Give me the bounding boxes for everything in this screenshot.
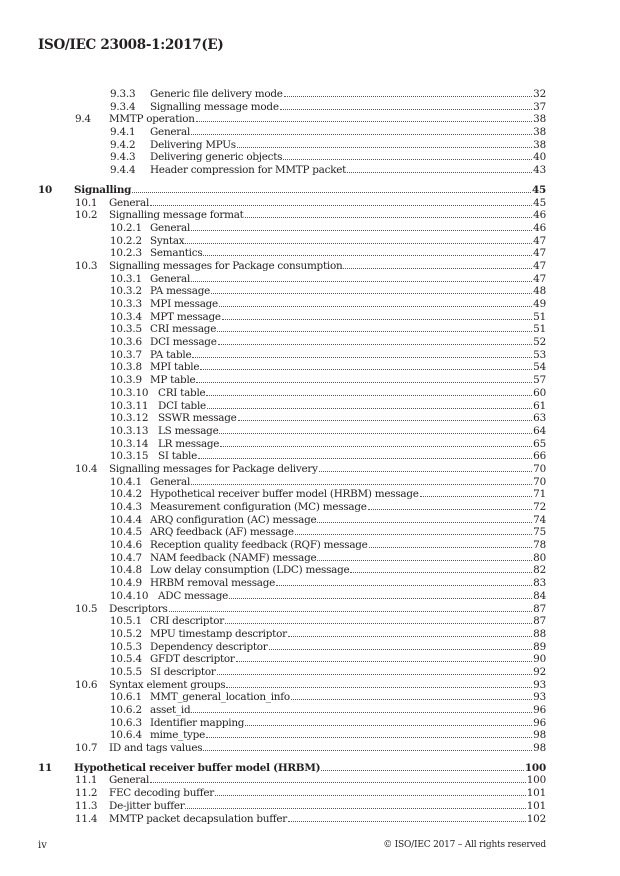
toc-entry[interactable] — [38, 184, 546, 197]
toc-entry[interactable] — [38, 564, 546, 577]
dot-leader — [211, 292, 532, 294]
toc-entry-number: 10.4.3 — [110, 501, 142, 513]
dot-leader — [280, 108, 532, 110]
dot-leader — [169, 610, 533, 612]
toc-entry-page: 78 — [533, 539, 546, 552]
toc-entry[interactable] — [38, 666, 546, 679]
toc-entry[interactable] — [38, 539, 546, 552]
toc-entry-page: 87 — [533, 602, 546, 615]
dot-leader — [192, 356, 532, 358]
toc-entry-number: 10.3.7 — [110, 348, 142, 361]
dot-leader — [150, 781, 526, 783]
toc-entry-number: 10.3.8 — [110, 361, 142, 374]
dot-leader — [200, 368, 532, 370]
toc-entry-number: 10.6.4 — [110, 729, 142, 742]
toc-entry-number: 10.4.8 — [110, 564, 142, 577]
toc-entry-number: 9.4.2 — [110, 138, 136, 151]
toc-entry-title: NAM feedback (NAMF) message — [150, 551, 317, 564]
toc-entry-title: ADC message — [158, 589, 228, 602]
toc-entry-number: 10.4.5 — [110, 526, 142, 539]
toc-entry-title: MPI message — [150, 298, 218, 310]
toc-entry[interactable] — [38, 387, 546, 400]
toc-entry-title: Dependency descriptor — [150, 640, 268, 653]
toc-entry-title: ID and tags values — [109, 742, 203, 755]
dot-leader — [317, 559, 532, 561]
dot-leader — [150, 204, 532, 206]
toc-entry-number: 10.2.1 — [110, 221, 142, 234]
toc-entry-number: 9.4 — [75, 113, 91, 126]
dot-leader — [206, 394, 532, 396]
toc-entry-number: 10.3.6 — [110, 336, 142, 349]
toc-entry[interactable] — [38, 590, 546, 603]
toc-entry-page: 83 — [533, 577, 546, 590]
toc-entry-number: 10.6.3 — [110, 716, 142, 729]
toc-entry[interactable] — [38, 311, 546, 324]
toc-entry-page: 87 — [533, 615, 546, 628]
toc-entry-title: General — [109, 196, 150, 209]
toc-entry[interactable] — [38, 349, 546, 362]
toc-entry-page: 75 — [533, 526, 546, 539]
toc-entry-title: MPI table — [150, 361, 200, 374]
toc-entry-title: Signalling message format — [109, 209, 244, 222]
toc-entry-page: 101 — [526, 799, 546, 812]
toc-entry-number: 9.4.4 — [110, 164, 136, 177]
dot-leader — [420, 495, 533, 497]
toc-entry-page: 100 — [526, 774, 546, 787]
toc-entry[interactable] — [38, 615, 546, 628]
dot-leader — [217, 673, 533, 675]
toc-entry-number: 10.6.2 — [110, 704, 142, 716]
dot-leader — [288, 635, 532, 637]
toc-entry[interactable] — [38, 691, 546, 704]
toc-entry-title: LS message — [158, 424, 219, 437]
toc-entry-page: 65 — [533, 437, 546, 450]
toc-entry-title: ARQ configuration (AC) message — [150, 513, 317, 526]
toc-entry-page: 47 — [533, 234, 546, 247]
toc-entry-title: General — [150, 221, 191, 234]
toc-entry-page: 84 — [533, 589, 546, 602]
toc-entry-page: 82 — [533, 564, 546, 577]
toc-entry-title: Signalling messages for Package delivery — [109, 462, 318, 475]
dot-leader — [132, 191, 531, 193]
toc-entry-page: 43 — [533, 164, 546, 177]
toc-entry-number: 10.6 — [75, 678, 98, 691]
toc-entry-page: 63 — [533, 412, 546, 425]
dot-leader — [321, 769, 524, 771]
toc-entry-title: SSWR message — [158, 412, 237, 425]
toc-entry[interactable] — [38, 729, 546, 742]
toc-entry-title: Low delay consumption (LDC) message — [150, 564, 350, 577]
toc-entry-page: 66 — [533, 450, 546, 463]
toc-entry-page: 45 — [531, 183, 546, 196]
dot-leader — [185, 807, 525, 809]
toc-entry-page: 57 — [533, 374, 546, 387]
toc-entry-title: MP table — [150, 374, 196, 387]
dot-leader — [226, 686, 532, 688]
toc-entry-page: 47 — [533, 259, 546, 272]
toc-entry[interactable] — [38, 641, 546, 654]
toc-entry[interactable] — [38, 526, 546, 539]
dot-leader — [295, 533, 532, 535]
toc-entry-page: 54 — [533, 361, 546, 374]
toc-entry[interactable] — [38, 463, 546, 476]
toc-entry-page: 40 — [533, 151, 546, 164]
toc-entry-page: 46 — [533, 221, 546, 234]
toc-entry-page: 60 — [533, 386, 546, 399]
toc-entry[interactable] — [38, 501, 546, 514]
toc-entry-title: FEC decoding buffer — [109, 787, 214, 800]
toc-entry-title: General — [150, 272, 191, 285]
toc-entry[interactable] — [38, 164, 546, 177]
toc-entry[interactable] — [38, 323, 546, 336]
toc-entry-title: Generic file delivery mode — [150, 88, 283, 100]
dot-leader — [347, 171, 532, 173]
toc-entry-title: DCI message — [150, 336, 217, 349]
toc-entry-number: 9.4.1 — [110, 126, 136, 139]
dot-leader — [215, 794, 526, 796]
document-id-header: ISO/IEC 23008-1:2017(E) — [38, 37, 224, 53]
dot-leader — [269, 648, 533, 650]
dot-leader — [245, 724, 532, 726]
toc-entry-number: 10.3.9 — [110, 374, 142, 387]
dot-leader — [222, 318, 532, 320]
toc-entry[interactable] — [38, 285, 546, 298]
toc-entry-page: 32 — [533, 88, 546, 100]
toc-entry-page: 61 — [533, 399, 546, 412]
toc-entry-number: 11.1 — [75, 774, 98, 787]
toc-entry-page: 51 — [533, 310, 546, 323]
dot-leader — [220, 445, 532, 447]
toc-entry-number: 10.4.7 — [110, 551, 142, 564]
toc-entry[interactable] — [38, 273, 546, 286]
toc-entry-number: 11.4 — [75, 812, 98, 825]
toc-entry-page: 52 — [533, 336, 546, 349]
toc-entry-title: GFDT descriptor — [150, 653, 235, 666]
toc-entry-title: SI table — [158, 450, 198, 463]
dot-leader — [196, 120, 533, 122]
toc-entry-title: General — [150, 126, 191, 139]
toc-entry-number: 10 — [38, 183, 53, 196]
toc-entry-title: CRI message — [150, 323, 217, 336]
toc-entry[interactable] — [38, 800, 546, 813]
toc-entry-page: 38 — [533, 138, 546, 151]
toc-entry[interactable] — [38, 113, 546, 126]
toc-entry[interactable] — [38, 425, 546, 438]
toc-entry-number: 10.3 — [75, 259, 98, 272]
toc-entry-title: Delivering generic objects — [150, 151, 283, 164]
dot-leader — [191, 133, 532, 135]
toc-entry[interactable] — [38, 151, 546, 164]
toc-entry-page: 51 — [533, 323, 546, 336]
toc-entry-number: 10.3.1 — [110, 272, 142, 285]
toc-entry[interactable] — [38, 552, 546, 565]
toc-entry-number: 10.3.5 — [110, 323, 142, 336]
toc-entry[interactable] — [38, 476, 546, 489]
dot-leader — [317, 521, 532, 523]
toc-entry-title: Hypothetical receiver buffer model (HRBM) message — [150, 488, 419, 501]
toc-entry-title: Descriptors — [109, 602, 168, 615]
toc-entry-title: Semantics — [150, 247, 203, 260]
toc-entry[interactable] — [38, 653, 546, 666]
toc-entry-number: 9.4.3 — [110, 151, 136, 164]
dot-leader — [203, 749, 532, 751]
toc-entry-page: 38 — [533, 126, 546, 139]
copyright-notice: © ISO/IEC 2017 – All rights reserved — [383, 840, 546, 850]
toc-entry-title: PA table — [150, 348, 192, 361]
dot-leader — [368, 508, 533, 510]
toc-entry[interactable] — [38, 400, 546, 413]
toc-entry-number: 10.4.1 — [110, 475, 142, 488]
toc-entry[interactable] — [38, 438, 546, 451]
toc-entry-page: 90 — [533, 653, 546, 666]
toc-entry-number: 10.3.12 — [110, 412, 149, 425]
toc-entry[interactable] — [38, 209, 546, 222]
toc-entry[interactable] — [38, 603, 546, 616]
toc-entry-page: 98 — [533, 742, 546, 755]
toc-entry-number: 10.5.5 — [110, 665, 142, 678]
toc-entry-title: Signalling — [74, 183, 132, 196]
dot-leader — [343, 267, 532, 269]
toc-entry[interactable] — [38, 774, 546, 787]
toc-entry-number: 10.3.3 — [110, 298, 142, 310]
toc-entry[interactable] — [38, 247, 546, 260]
toc-entry-number: 10.6.1 — [110, 691, 142, 704]
toc-entry-title: MMTP packet decapsulation buffer — [109, 812, 288, 825]
toc-entry-page: 96 — [533, 704, 546, 716]
dot-leader — [229, 597, 532, 599]
toc-entry-title: CRI table — [158, 386, 206, 399]
toc-entry-page: 71 — [533, 488, 546, 501]
dot-leader — [236, 660, 533, 662]
toc-entry-page: 38 — [533, 113, 546, 126]
toc-entry-page: 98 — [533, 729, 546, 742]
toc-entry-page: 70 — [533, 475, 546, 488]
toc-entry[interactable] — [38, 679, 546, 692]
toc-entry-page: 93 — [533, 691, 546, 704]
toc-entry[interactable] — [38, 298, 546, 311]
toc-entry-title: General — [150, 475, 191, 488]
toc-entry[interactable] — [38, 787, 546, 800]
toc-entry[interactable] — [38, 762, 546, 775]
toc-entry-number: 10.4.9 — [110, 577, 142, 590]
toc-entry-number: 10.4.6 — [110, 539, 142, 552]
toc-entry[interactable] — [38, 139, 546, 152]
toc-entry-page: 72 — [533, 501, 546, 513]
toc-entry[interactable] — [38, 336, 546, 349]
toc-entry-page: 37 — [533, 100, 546, 113]
toc-entry-number: 10.4 — [75, 462, 98, 475]
toc-entry-number: 9.3.4 — [110, 100, 136, 113]
dot-leader — [191, 280, 532, 282]
toc-entry-number: 10.3.4 — [110, 310, 142, 323]
toc-entry-title: De-jitter buffer — [109, 799, 185, 812]
dot-leader — [185, 242, 532, 244]
toc-entry-title: SI descriptor — [150, 665, 216, 678]
toc-entry-title: mime_type — [150, 729, 205, 742]
dot-leader — [198, 457, 532, 459]
toc-entry[interactable] — [38, 577, 546, 590]
toc-entry[interactable] — [38, 197, 546, 210]
toc-entry-page: 88 — [533, 627, 546, 640]
toc-entry-number: 10.3.2 — [110, 285, 142, 298]
toc-entry[interactable] — [38, 88, 546, 101]
toc-entry-title: PA message — [150, 285, 211, 298]
toc-entry-title: ARQ feedback (AF) message — [150, 526, 294, 539]
dot-leader — [319, 470, 532, 472]
toc-entry-page: 100 — [524, 761, 546, 774]
toc-entry-number: 11 — [38, 761, 53, 774]
toc-entry-page: 64 — [533, 424, 546, 437]
toc-entry-title: LR message — [158, 437, 220, 450]
toc-entry-page: 47 — [533, 272, 546, 285]
toc-entry-number: 10.5.4 — [110, 653, 142, 666]
toc-entry-number: 10.3.13 — [110, 424, 149, 437]
toc-entry-page: 47 — [533, 247, 546, 260]
toc-entry-number: 10.2 — [75, 209, 98, 222]
toc-entry-title: Signalling message mode — [150, 100, 279, 113]
toc-entry[interactable] — [38, 704, 546, 717]
dot-leader — [219, 305, 532, 307]
toc-entry-number: 11.3 — [75, 799, 98, 812]
dot-leader — [196, 381, 532, 383]
dot-leader — [217, 330, 532, 332]
dot-leader — [207, 407, 532, 409]
toc-entry-number: 10.5.2 — [110, 627, 142, 640]
page-number: iv — [38, 840, 47, 851]
dot-leader — [219, 432, 532, 434]
toc-entry[interactable] — [38, 374, 546, 387]
dot-leader — [191, 711, 532, 713]
dot-leader — [284, 95, 533, 97]
toc-entry-number: 10.4.4 — [110, 513, 142, 526]
toc-entry-number: 10.1 — [75, 196, 98, 209]
toc-entry-number: 10.2.2 — [110, 234, 142, 247]
toc-entry-title: Delivering MPUs — [150, 138, 236, 151]
toc-entry-page: 48 — [533, 285, 546, 298]
toc-entry-page: 74 — [533, 513, 546, 526]
toc-entry-number: 9.3.3 — [110, 88, 136, 100]
toc-entry[interactable] — [38, 813, 546, 826]
toc-entry-title: Measurement configuration (MC) message — [150, 501, 367, 513]
toc-entry[interactable] — [38, 126, 546, 139]
toc-entry-number: 10.2.3 — [110, 247, 142, 260]
toc-entry-title: General — [109, 774, 150, 787]
toc-entry-title: CRI descriptor — [150, 615, 224, 628]
dot-leader — [225, 622, 532, 624]
toc-entry-title: MMT_general_location_info — [150, 691, 290, 704]
toc-entry-title: Syntax element groups — [109, 678, 226, 691]
toc-entry-title: Identifier mapping — [150, 716, 245, 729]
toc-entry-title: Signalling messages for Package consumption — [109, 259, 343, 272]
toc-entry[interactable] — [38, 628, 546, 641]
toc-entry-title: HRBM removal message — [150, 577, 276, 590]
toc-entry-title: Hypothetical receiver buffer model (HRBM) — [74, 761, 321, 774]
toc-entry-title: MPU timestamp descriptor — [150, 627, 287, 640]
dot-leader — [276, 584, 532, 586]
toc-entry[interactable] — [38, 260, 546, 273]
toc-entry[interactable] — [38, 450, 546, 463]
toc-entry-title: Header compression for MMTP packet — [150, 164, 347, 177]
toc-entry-page: 45 — [533, 196, 546, 209]
dot-leader — [245, 216, 533, 218]
dot-leader — [203, 254, 532, 256]
toc-entry[interactable] — [38, 514, 546, 527]
toc-entry[interactable] — [38, 742, 546, 755]
toc-entry-page: 101 — [526, 787, 546, 800]
toc-entry-number: 10.3.15 — [110, 450, 149, 463]
toc-entry[interactable] — [38, 235, 546, 248]
dot-leader — [238, 419, 533, 421]
toc-entry-number: 10.7 — [75, 742, 98, 755]
toc-entry-number: 10.5.1 — [110, 615, 142, 628]
dot-leader — [206, 736, 532, 738]
toc-entry-number: 10.4.10 — [110, 589, 149, 602]
dot-leader — [218, 343, 533, 345]
dot-leader — [288, 820, 526, 822]
toc-entry-number: 10.5.3 — [110, 640, 142, 653]
dot-leader — [237, 146, 532, 148]
toc-entry-title: MMTP operation — [109, 113, 195, 126]
toc-entry-number: 11.2 — [75, 787, 98, 800]
toc-entry[interactable] — [38, 361, 546, 374]
toc-entry[interactable] — [38, 222, 546, 235]
toc-entry-page: 46 — [533, 209, 546, 222]
toc-entry-number: 10.4.2 — [110, 488, 142, 501]
toc-entry-number: 10.3.14 — [110, 437, 149, 450]
toc-entry-number: 10.3.10 — [110, 386, 149, 399]
toc-entry-page: 49 — [533, 298, 546, 310]
toc-entry[interactable] — [38, 488, 546, 501]
dot-leader — [350, 571, 532, 573]
toc-entry-title: DCI table — [158, 399, 206, 412]
toc-entry-title: MPT message — [150, 310, 221, 323]
toc-entry[interactable] — [38, 101, 546, 114]
toc-entry-page: 89 — [533, 640, 546, 653]
toc-entry-title: asset_id — [150, 704, 191, 716]
toc-entry-title: Reception quality feedback (RQF) message — [150, 539, 368, 552]
toc-entry-number: 10.5 — [75, 602, 98, 615]
table-of-contents — [38, 88, 546, 825]
toc-entry-page: 70 — [533, 462, 546, 475]
dot-leader — [369, 546, 533, 548]
dot-leader — [191, 483, 532, 485]
toc-entry-number: 10.3.11 — [110, 399, 149, 412]
toc-entry[interactable] — [38, 717, 546, 730]
dot-leader — [191, 229, 532, 231]
dot-leader — [283, 158, 532, 160]
toc-entry-page: 96 — [533, 716, 546, 729]
toc-entry-page: 92 — [533, 665, 546, 678]
toc-entry-page: 102 — [526, 812, 546, 825]
toc-entry[interactable] — [38, 412, 546, 425]
toc-entry-title: Syntax — [150, 234, 185, 247]
dot-leader — [291, 698, 532, 700]
toc-entry-page: 80 — [533, 551, 546, 564]
toc-entry-page: 93 — [533, 678, 546, 691]
toc-entry-page: 53 — [533, 348, 546, 361]
